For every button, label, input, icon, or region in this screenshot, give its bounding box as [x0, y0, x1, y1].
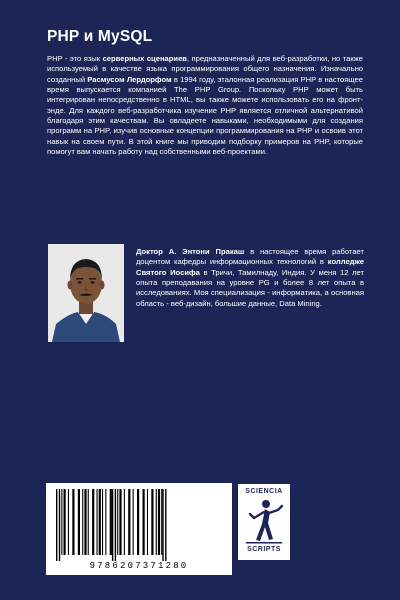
author-bio-text-1: в настоящее время работает доцентом кафедры информационных технологий в — [136, 247, 365, 267]
author-name: Доктор А. Энтони Пракаш — [136, 247, 245, 256]
author-bio-text-2: в Тричи, Тамилнаду, Индия. У меня 12 лет опыта преподавания на уровне PG и более 8 лет опыта в исследованиях. Моя специализация - информатика, а основная область - веб-дизайн, большие данные, Data Mining. — [136, 267, 364, 308]
author-portrait-image — [48, 244, 124, 342]
description-bold-server-scripts: серверных сценариев — [102, 54, 187, 63]
description-text-3: в 1994 году, эталонная реализация PHP в настоящее время выпускается компанией The PHP Group. Поскольку PHP может быть интегрирован непосредственно в HTML, вы также можете использовать его на фронт-энде. Для каждого веб-разработчика изучение PHP является отличной альтернативой благодаря этим качествам. Вы овладеете навыками, необходимыми для создания программ на PHP, изучив основные концепции программирования на PHP и освоив этот навык на своем пути. В этой книге мы приводим подборку примеров на PHP, которые помогут вам начать работу над собственными веб-проектами. — [47, 74, 364, 157]
isbn-number: 9786207371280 — [89, 561, 189, 571]
description-text-1: PHP - это язык — [47, 54, 103, 63]
barcode-bars — [46, 483, 232, 563]
publisher-logo-top-text: SCIENCIA — [245, 488, 283, 495]
author-bio — [136, 247, 364, 309]
walking-man-icon — [244, 498, 284, 544]
author-photo — [48, 244, 124, 342]
book-description — [47, 54, 363, 157]
publisher-logo — [238, 484, 290, 560]
book-title: PHP и MySQL — [47, 28, 153, 45]
publisher-logo-bottom-text: SCRIPTS — [247, 546, 281, 553]
description-bold-creator: Расмусом Лердорфом — [87, 74, 172, 84]
author-college: колледже Святого Иосифа — [136, 257, 364, 277]
description-text-2: , предназначенный для веб-разработки, но также используемый в качестве языка программирования общего назначения. Изначально созданный — [47, 54, 363, 84]
isbn-barcode — [46, 483, 232, 575]
